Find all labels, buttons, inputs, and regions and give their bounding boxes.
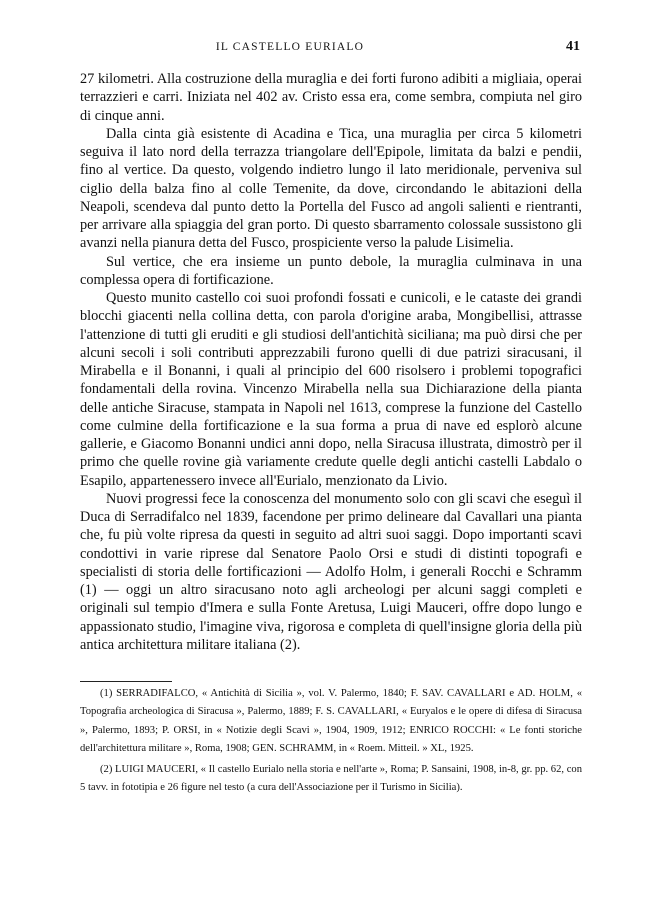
page-number: 41 (566, 39, 580, 54)
footnotes (80, 685, 582, 797)
paragraph: Sul vertice, che era insieme un punto debole, la muraglia culminava in una complessa opera di fortificazione. (80, 253, 582, 288)
running-head (80, 38, 580, 56)
paragraph: Dalla cinta già esistente di Acadina e Tica, una muraglia per circa 5 kilometri seguiva il lato nord della terrazza triangolare dell'Epipole, limitata da balzi e pendii, fino al vertice. Da questo, volgendo indietro lungo il lato meridionale, perveniva sul ciglio della balza fino al colle Temenite, da dove, circondando le abitazioni della Neapoli, scendeva dal punto detto la Portella del Fusco ad angoli salienti e rientranti, per arrivare alla spiaggia del gran porto. Di questo sbarramento colossale sussistono gli avanzi nella pianura detta del Fusco, prospiciente verso la palude Lisimelia. (80, 125, 582, 252)
paragraph: Questo munito castello coi suoi profondi fossati e cunicoli, e le cataste dei grandi blocchi giacenti nella collina detta, con parola d'origine araba, Mongibellisi, attrasse l'attenzione di tutti gli eruditi e gli studiosi dell'antichità siciliana; ma può dirsi che per alcuni secoli i soli contributi apprezzabili furono quelli di due patrizi siracusani, il Mirabella e il Bonanni, i quali al principio del 600 risolsero i problemi topografici fondamentali della rovina. Vincenzo Mirabella nella sua Dichiarazione della pianta delle antiche Siracuse, stampata in Napoli nel 1613, comprese la funzione del Castello come culmine della fortificazione e la sua forma a prua di nave ed esplorò alcune gallerie, e Giacomo Bonanni undici anni dopo, nella Siracusa illustrata, dimostrò per il primo che quelle rovine già variamente credute quelle degli antichi castelli Labdalo o Esapilo, appartenessero invece all'Eurialo, menzionato da Livio. (80, 290, 582, 489)
footnote-divider (80, 681, 172, 682)
paragraph: Nuovi progressi fece la conoscenza del monumento solo con gli scavi che eseguì il Duca di Serradifalco nel 1839, facendone per primo delineare dal Cavallari una pianta che, fu più volte ripresa da questi in seguito ad altri suoi saggi. Dopo importanti scavi condottivi in varie riprese dal Senatore Paolo Orsi e studi di distinti topografi e specialisti di storia delle fortificazioni — Adolfo Holm, i generali Rocchi e Schramm (1) — oggi un altro siracusano noto agli archeologi per alcuni saggi completi e originali sul tempio d'Imera e sulla Fonte Aretusa, Luigi Mauceri, offre dopo lungo e appassionato studio, l'imagine viva, rigorosa e completa di quell'insigne gloria della più antica architettura militare italiana (2). (80, 490, 582, 653)
footnote: (2) LUIGI MAUCERI, « Il castello Eurialo nella storia e nell'arte », Roma; P. Sansaini, 1908, in-8, gr. pp. 62, con 5 tavv. in fototipia e 26 figure nel testo (a cura dell'Associazione per il Turismo in Sicilia). (80, 763, 582, 794)
body-text (80, 70, 582, 654)
paragraph: 27 kilometri. Alla costruzione della muraglia e dei forti furono adibiti a migliaia, operai terrazzieri e carri. Iniziata nel 402 av. Cristo essa era, come sembra, compiuta nel giro di cinque anni. (80, 71, 582, 124)
footnote: (1) SERRADIFALCO, « Antichità di Sicilia », vol. V. Palermo, 1840; F. SAV. CAVALLARI e AD. HOLM, « Topografia archeologica di Siracusa », Palermo, 1889; F. S. CAVALLARI, « Euryalos e le opere di difesa di Siracusa », Palermo, 1893; P. ORSI, in « Notizie degli Scavi », 1904, 1909, 1912; ENRICO ROCCHI: « Le fonti storiche dell'architettura militare », Roma, 1908; GEN. SCHRAMM, in « Roem. Mitteil. » XL, 1925. (80, 688, 582, 755)
running-title: IL CASTELLO EURIALO (215, 41, 365, 53)
